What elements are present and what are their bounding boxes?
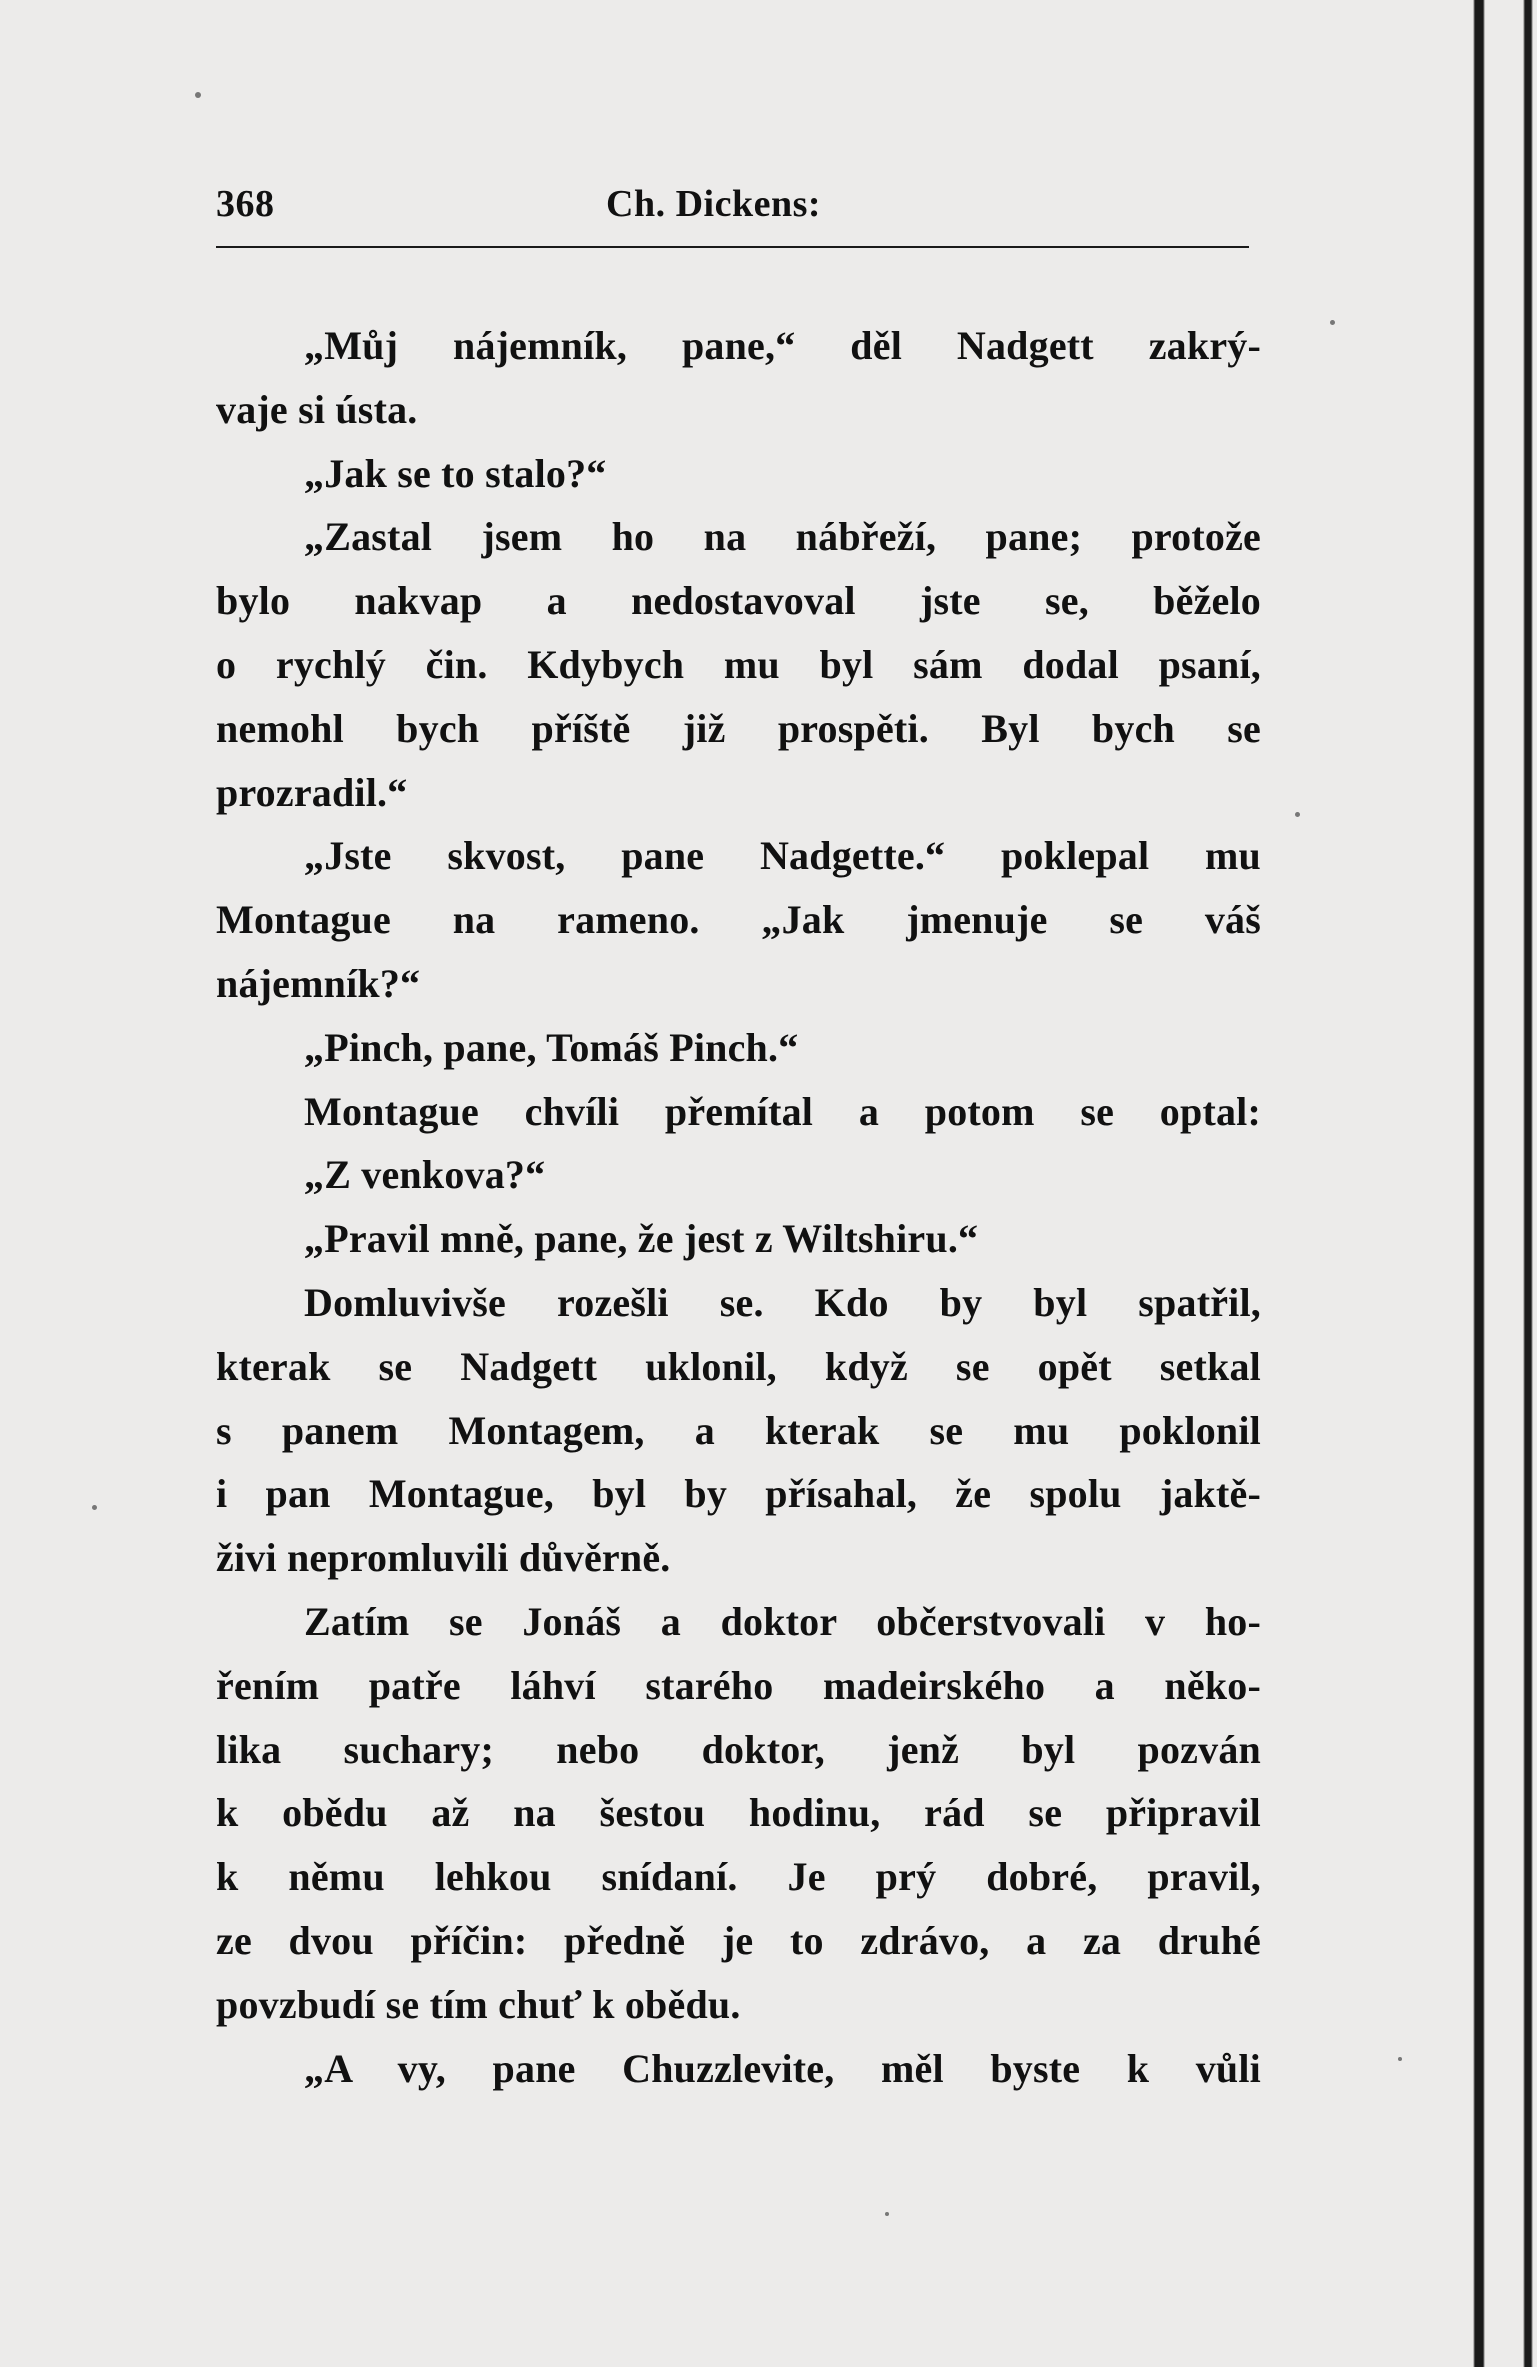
text-line: Montague chvíli přemítal a potom se optal:	[304, 1088, 1261, 1134]
text-line: i pan Montague, byl by přísahal, že spolu jaktě-	[216, 1471, 1261, 1517]
text-line: ze dvou příčin: předně je to zdrávo, a za druhé	[216, 1917, 1261, 1963]
paper-speck	[195, 92, 201, 98]
paper-speck	[1398, 2057, 1402, 2061]
header-rule	[216, 246, 1249, 248]
paper-speck	[1295, 812, 1300, 817]
text-line: nemohl bych příště již prospěti. Byl bych se	[216, 705, 1261, 751]
text-line: „Pinch, pane, Tomáš Pinch.“	[304, 1024, 799, 1070]
text-line: „A vy, pane Chuzzlevite, měl byste k vůli	[304, 2045, 1261, 2091]
text-line: nájemník?“	[216, 960, 421, 1006]
text-line: o rychlý čin. Kdybych mu byl sám dodal psaní,	[216, 641, 1261, 687]
page-header	[216, 182, 1246, 234]
text-line: řením patře láhví starého madeirského a něko-	[216, 1662, 1261, 1708]
paper-speck	[885, 2212, 889, 2216]
text-line: lika suchary; nebo doktor, jenž byl pozván	[216, 1726, 1261, 1772]
text-line: prozradil.“	[216, 769, 408, 815]
text-line: povzbudí se tím chuť k obědu.	[216, 1981, 741, 2027]
paper-speck	[92, 1505, 97, 1510]
text-line: „Jste skvost, pane Nadgette.“ poklepal mu	[304, 833, 1261, 879]
body-text	[216, 314, 1261, 2100]
text-line: Domluvivše rozešli se. Kdo by byl spatřil,	[304, 1279, 1261, 1325]
text-line: k němu lehkou snídaní. Je prý dobré, pravil,	[216, 1854, 1261, 1900]
text-line: Zatím se Jonáš a doktor občerstvovali v ho-	[304, 1598, 1261, 1644]
text-line: vaje si ústa.	[216, 386, 418, 432]
text-line: „Můj nájemník, pane,“ děl Nadgett zakrý-	[304, 323, 1261, 368]
text-line: kterak se Nadgett uklonil, když se opět setkal	[216, 1343, 1261, 1389]
text-line: „Pravil mně, pane, že jest z Wiltshiru.“	[304, 1216, 979, 1262]
page-edge-shadow	[1465, 0, 1537, 2367]
text-line: živi nepromluvili důvěrně.	[216, 1535, 671, 1581]
paper-speck	[1330, 320, 1335, 325]
text-line: bylo nakvap a nedostavoval jste se, běželo	[216, 578, 1261, 624]
text-line: k obědu až na šestou hodinu, rád se připravil	[216, 1790, 1261, 1836]
text-line: „Zastal jsem ho na nábřeží, pane; protože	[304, 514, 1261, 560]
text-line: Montague na rameno. „Jak jmenuje se váš	[216, 897, 1261, 943]
text-line: „Z venkova?“	[304, 1152, 546, 1198]
running-title: Ch. Dickens:	[606, 183, 822, 225]
text-line: „Jak se to stalo?“	[304, 450, 607, 496]
text-line: s panem Montagem, a kterak se mu poklonil	[216, 1407, 1261, 1453]
page-number: 368	[216, 183, 275, 225]
